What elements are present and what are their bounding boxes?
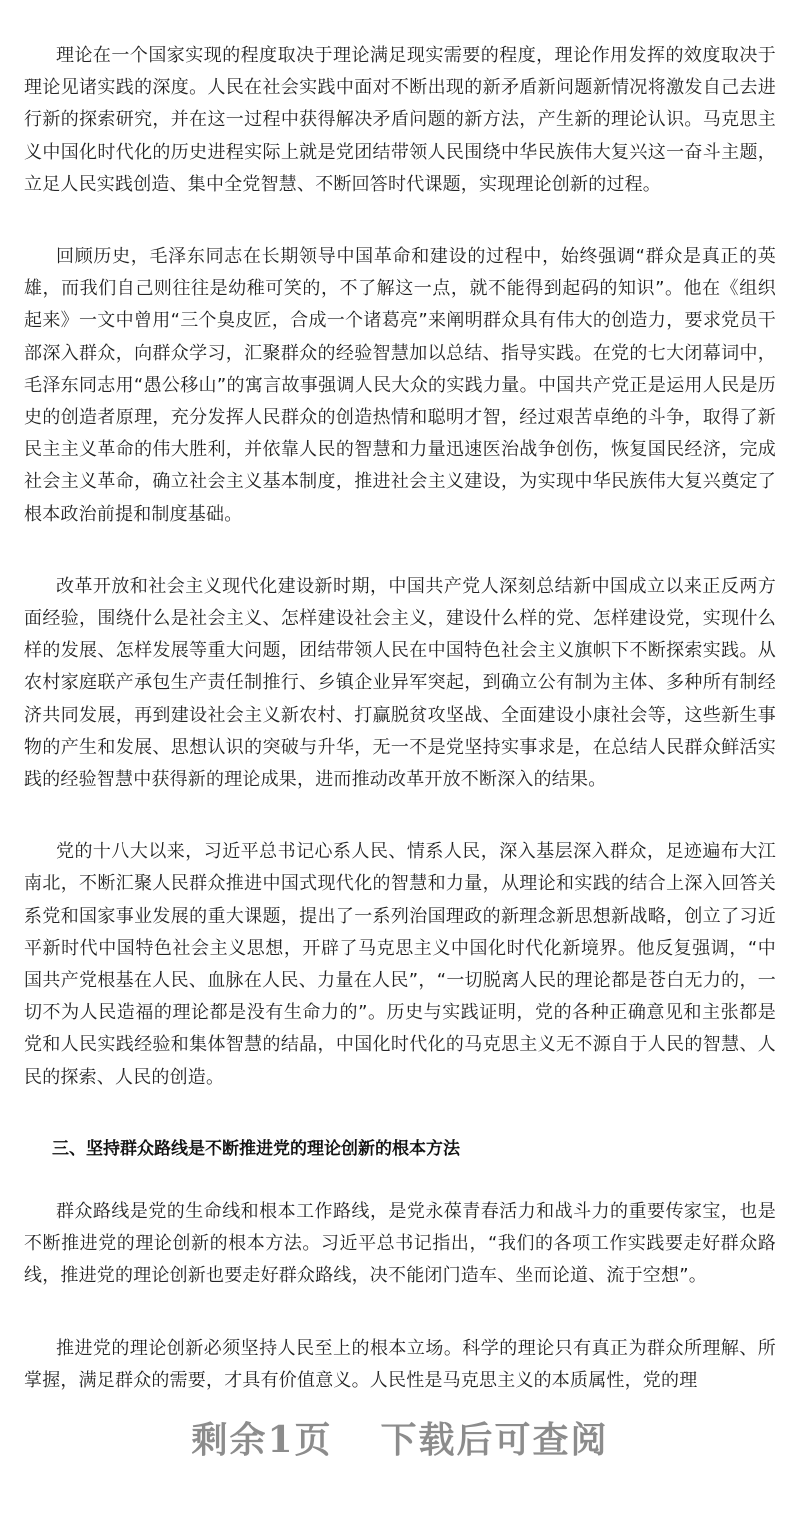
section-heading: 三、坚持群众路线是不断推进党的理论创新的根本方法 — [52, 1138, 460, 1159]
download-to-view-text[interactable]: 下载后可查阅 — [380, 1419, 609, 1461]
article-body — [24, 40, 776, 1437]
paragraph-1: 理论在一个国家实现的程度取决于理论满足现实需要的程度，理论作用发挥的效度取决于理论见诸实践的深度。人民在社会实践中面对不断出现的新矛盾新问题新情况将激发自己去进行新的探索研究，并在这一过程中获得解决矛盾问题的新方法，产生新的理论认识。马克思主义中国化时代化的历史进程实际上就是党团结带领人民围绕中华民族伟大复兴这一奋斗主题，立足人民实践创造、集中全党智慧、不断回答时代课题，实现理论创新的过程。 — [24, 45, 776, 195]
remaining-pages-text: 剩余1页 — [191, 1419, 333, 1461]
paragraph-2: 回顾历史，毛泽东同志在长期领导中国革命和建设的过程中，始终强调“群众是真正的英雄，而我们自己则往往是幼稚可笑的，不了解这一点，就不能得到起码的知识”。他在《组织起来》一文中曾用“三个臭皮匠，合成一个诸葛亮”来阐明群众具有伟大的创造力，要求党员干部深入群众，向群众学习，汇聚群众的经验智慧加以总结、指导实践。在党的七大闭幕词中，毛泽东同志用“愚公移山”的寓言故事强调人民大众的实践力量。中国共产党正是运用人民是历史的创造者原理，充分发挥人民群众的创造热情和聪明才智，经过艰苦卓绝的斗争，取得了新民主主义革命的伟大胜利，并依靠人民的智慧和力量迅速医治战争创伤，恢复国民经济，完成社会主义革命，确立社会主义基本制度，推进社会主义建设，为实现中华民族伟大复兴奠定了根本政治前提和制度基础。 — [24, 246, 776, 525]
download-prompt-banner[interactable] — [0, 1410, 800, 1470]
paragraph-4: 党的十八大以来，习近平总书记心系人民、情系人民，深入基层深入群众，足迹遍布大江南北，不断汇聚人民群众推进中国式现代化的智慧和力量，从理论和实践的结合上深入回答关系党和国家事业发展的重大课题，提出了一系列治国理政的新理念新思想新战略，创立了习近平新时代中国特色社会主义思想，开辟了马克思主义中国化时代化新境界。他反复强调，“中国共产党根基在人民、血脉在人民、力量在人民”，“一切脱离人民的理论都是苍白无力的，一切不为人民造福的理论都是没有生命力的”。历史与实践证明，党的各种正确意见和主张都是党和人民实践经验和集体智慧的结晶，中国化时代化的马克思主义无不源自于人民的智慧、人民的探索、人民的创造。 — [24, 841, 776, 1088]
paragraph-5: 群众路线是党的生命线和根本工作路线，是党永葆青春活力和战斗力的重要传家宝，也是不断推进党的理论创新的根本方法。习近平总书记指出，“我们的各项工作实践要走好群众路线，推进党的理论创新也要走好群众路线，决不能闭门造车、坐而论道、流于空想”。 — [24, 1200, 776, 1287]
paragraph-6: 推进党的理论创新必须坚持人民至上的根本立场。科学的理论只有真正为群众所理解、所掌握，满足群众的需要，才具有价值意义。人民性是马克思主义的本质属性，党的理 — [24, 1337, 776, 1391]
paragraph-3: 改革开放和社会主义现代化建设新时期，中国共产党人深刻总结新中国成立以来正反两方面经验，围绕什么是社会主义、怎样建设社会主义，建设什么样的党、怎样建设党，实现什么样的发展、怎样发展等重大问题，团结带领人民在中国特色社会主义旗帜下不断探索实践。从农村家庭联产承包生产责任制推行、乡镇企业异军突起，到确立公有制为主体、多种所有制经济共同发展，再到建设社会主义新农村、打赢脱贫攻坚战、全面建设小康社会等，这些新生事物的产生和发展、思想认识的突破与升华，无一不是党坚持实事求是，在总结人民群众鲜活实践的经验智慧中获得新的理论成果，进而推动改革开放不断深入的结果。 — [24, 575, 776, 791]
